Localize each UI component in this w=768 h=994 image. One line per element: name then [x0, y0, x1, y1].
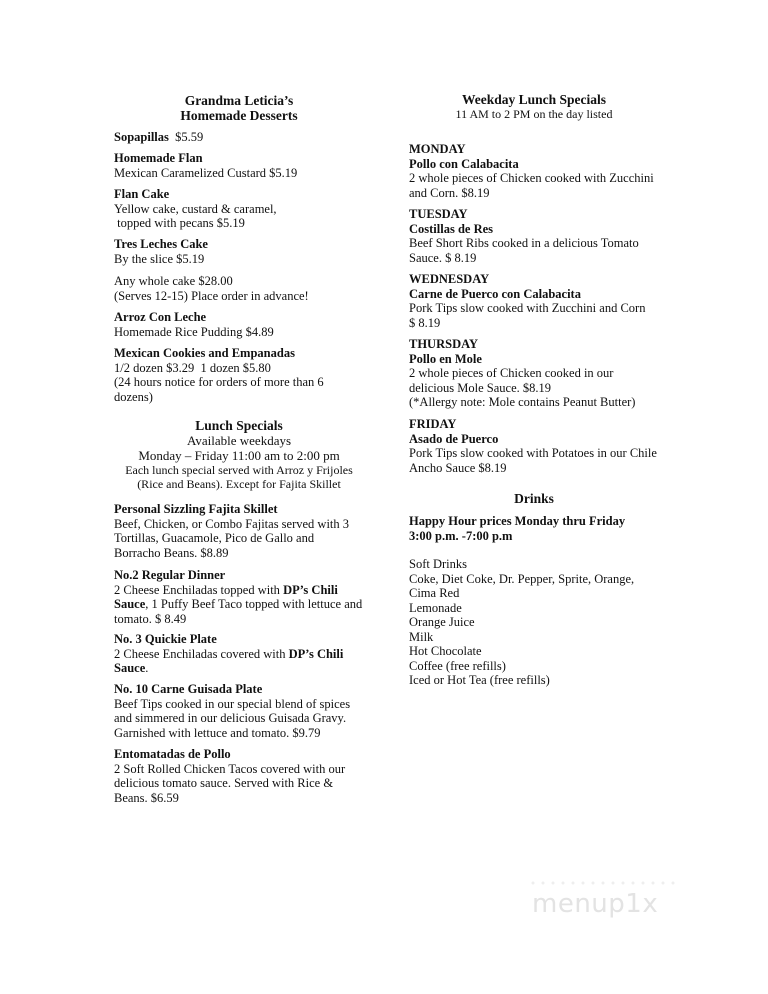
sauce-name: DP’s Chili: [283, 582, 338, 597]
drink-item: Iced or Hot Tea (free refills): [409, 673, 550, 687]
day-thursday: [409, 337, 669, 410]
watermark-dots: [528, 878, 683, 888]
drinks-list: [409, 557, 669, 688]
sauce-name: Sauce: [114, 597, 146, 611]
happy-hour-times: 3:00 p.m. -7:00 p.m: [409, 528, 513, 543]
dish-desc: delicious Mole Sauce. $8.19: [409, 380, 551, 395]
lunch-note1: Each lunch special served with Arroz y Frijoles: [125, 463, 353, 477]
lunch-sub1: Available weekdays: [186, 433, 292, 448]
item-desc: and simmered in our delicious Guisada Gravy.: [114, 711, 347, 725]
item-name: No. 10 Carne Guisada Plate: [114, 682, 263, 696]
item-desc: Garnished with lettuce and tomato. $9.79: [114, 725, 321, 740]
item-desc: Tortillas, Guacamole, Pico de Gallo and: [114, 531, 315, 545]
dish-desc: Pork Tips slow cooked with Zucchini and Corn: [409, 301, 646, 315]
item-name: Arroz Con Leche: [114, 310, 207, 324]
menu-item-tres-leches: [114, 237, 364, 266]
whole-cake-price: Any whole cake $28.00: [114, 274, 233, 288]
item-desc: Mexican Caramelized Custard $5.19: [114, 165, 298, 180]
menu-item-flan-cake: [114, 187, 364, 231]
drink-item: Hot Chocolate: [409, 644, 482, 658]
item-desc: [114, 647, 364, 662]
day-wednesday: [409, 272, 669, 330]
item-desc: 1/2 dozen $3.29 1 dozen $5.80: [114, 360, 271, 375]
menu-item-no3: [114, 632, 364, 676]
drink-item: Coke, Diet Coke, Dr. Pepper, Sprite, Orange,: [409, 571, 635, 586]
dish-desc: Pork Tips slow cooked with Potatoes in our Chile: [409, 446, 657, 460]
day-tuesday: [409, 207, 669, 265]
item-name: No.2 Regular Dinner: [114, 568, 226, 582]
menu-item-entomatadas: [114, 747, 364, 805]
dish-desc: and Corn. $8.19: [409, 185, 490, 200]
dish-desc: $ 8.19: [409, 315, 441, 330]
sauce-name: DP’s Chili: [288, 646, 344, 661]
item-name: No. 3 Quickie Plate: [114, 632, 217, 646]
drinks-title: Drinks: [514, 491, 554, 506]
item-desc: [114, 661, 364, 676]
dish-desc: 2 whole pieces of Chicken cooked with Zucchini: [409, 171, 654, 185]
item-name: Homemade Flan: [114, 151, 203, 165]
dish-desc: Ancho Sauce $8.19: [409, 460, 507, 475]
weekday-header: [399, 92, 669, 121]
drink-item: Lemonade: [409, 600, 462, 615]
menu-item-no10: [114, 682, 364, 740]
allergy-note: (*Allergy note: Mole contains Peanut Butter): [409, 395, 636, 409]
desc-text: , 1 Puffy Beef Taco topped with lettuce and: [145, 597, 363, 611]
day-name: WEDNESDAY: [409, 272, 490, 286]
item-desc: Beef Tips cooked in our special blend of spices: [114, 696, 351, 711]
day-name: TUESDAY: [409, 207, 468, 221]
item-desc: [114, 597, 364, 612]
desc-text: 2 Cheese Enchiladas topped with: [114, 582, 284, 597]
dish-name: Pollo en Mole: [409, 351, 482, 366]
drink-item: Coffee (free refills): [409, 658, 506, 673]
day-friday: [409, 417, 669, 475]
sauce-name: Sauce: [114, 661, 146, 675]
item-name: Tres Leches Cake: [114, 237, 208, 251]
lunch-title: Lunch Specials: [195, 418, 283, 433]
item-desc: (24 hours notice for orders of more than 6: [114, 375, 324, 389]
dish-name: Carne de Puerco con Calabacita: [409, 286, 581, 301]
item-name: Flan Cake: [114, 187, 170, 201]
desserts-title-line1: Grandma Leticia’s: [184, 93, 294, 108]
happy-hour-days: Happy Hour prices Monday thru Friday: [409, 514, 626, 528]
day-name: MONDAY: [409, 142, 466, 156]
menu-item-flan: [114, 151, 364, 180]
drink-item: Milk: [409, 629, 434, 644]
lunch-note2: (Rice and Beans). Except for Fajita Skillet: [137, 477, 341, 491]
dish-desc: Beef Short Ribs cooked in a delicious Tomato: [409, 236, 639, 250]
item-desc: [114, 583, 364, 598]
item-name: Sopapillas: [114, 130, 169, 144]
item-desc: Borracho Beans. $8.89: [114, 545, 229, 560]
drink-item: Orange Juice: [409, 615, 475, 629]
desserts-title: [114, 93, 364, 123]
weekday-title: Weekday Lunch Specials: [461, 92, 607, 107]
dish-name: Pollo con Calabacita: [409, 156, 519, 171]
lunch-specials-header: [114, 418, 364, 491]
menu-item-no2: [114, 568, 364, 626]
weekday-subtitle: 11 AM to 2 PM on the day listed: [455, 107, 613, 121]
day-name: FRIDAY: [409, 417, 457, 431]
watermark-logo: menup1x: [532, 889, 659, 919]
drink-item: Soft Drinks: [409, 557, 467, 571]
desc-text: .: [145, 661, 149, 675]
item-desc: Beans. $6.59: [114, 790, 179, 805]
item-desc: dozens): [114, 389, 153, 404]
happy-hour: [409, 514, 669, 543]
drink-item: Cima Red: [409, 586, 460, 600]
dish-name: Asado de Puerco: [409, 431, 499, 446]
menu-item-fajita: [114, 502, 364, 560]
menu-item-sopapillas: [114, 130, 364, 145]
item-desc: topped with pecans $5.19: [114, 216, 245, 230]
lunch-sub2: Monday – Friday 11:00 am to 2:00 pm: [138, 448, 340, 463]
desserts-title-line2: Homemade Desserts: [180, 108, 298, 123]
item-desc: By the slice $5.19: [114, 251, 205, 266]
item-desc: Beef, Chicken, or Combo Fajitas served with 3: [114, 516, 350, 531]
whole-cake-note: [114, 274, 364, 303]
menu-item-arroz: [114, 310, 364, 339]
dish-desc: Sauce. $ 8.19: [409, 250, 477, 265]
desc-text: 2 Cheese Enchiladas covered with: [114, 646, 289, 661]
day-monday: [409, 142, 669, 200]
item-desc: Homemade Rice Pudding $4.89: [114, 324, 274, 339]
day-name: THURSDAY: [409, 337, 479, 351]
dish-desc: 2 whole pieces of Chicken cooked in our: [409, 366, 614, 380]
item-desc: tomato. $ 8.49: [114, 611, 187, 626]
item-desc: Yellow cake, custard & caramel,: [114, 201, 277, 216]
item-desc: 2 Soft Rolled Chicken Tacos covered with our: [114, 761, 346, 776]
item-price: $5.59: [175, 130, 204, 144]
item-desc: delicious tomato sauce. Served with Rice &: [114, 776, 334, 790]
item-name: Entomatadas de Pollo: [114, 747, 231, 761]
item-name: Mexican Cookies and Empanadas: [114, 346, 295, 360]
menu-item-cookies: [114, 346, 364, 404]
item-name: Personal Sizzling Fajita Skillet: [114, 502, 278, 516]
dish-name: Costillas de Res: [409, 221, 494, 236]
whole-cake-serves: (Serves 12-15) Place order in advance!: [114, 288, 309, 303]
